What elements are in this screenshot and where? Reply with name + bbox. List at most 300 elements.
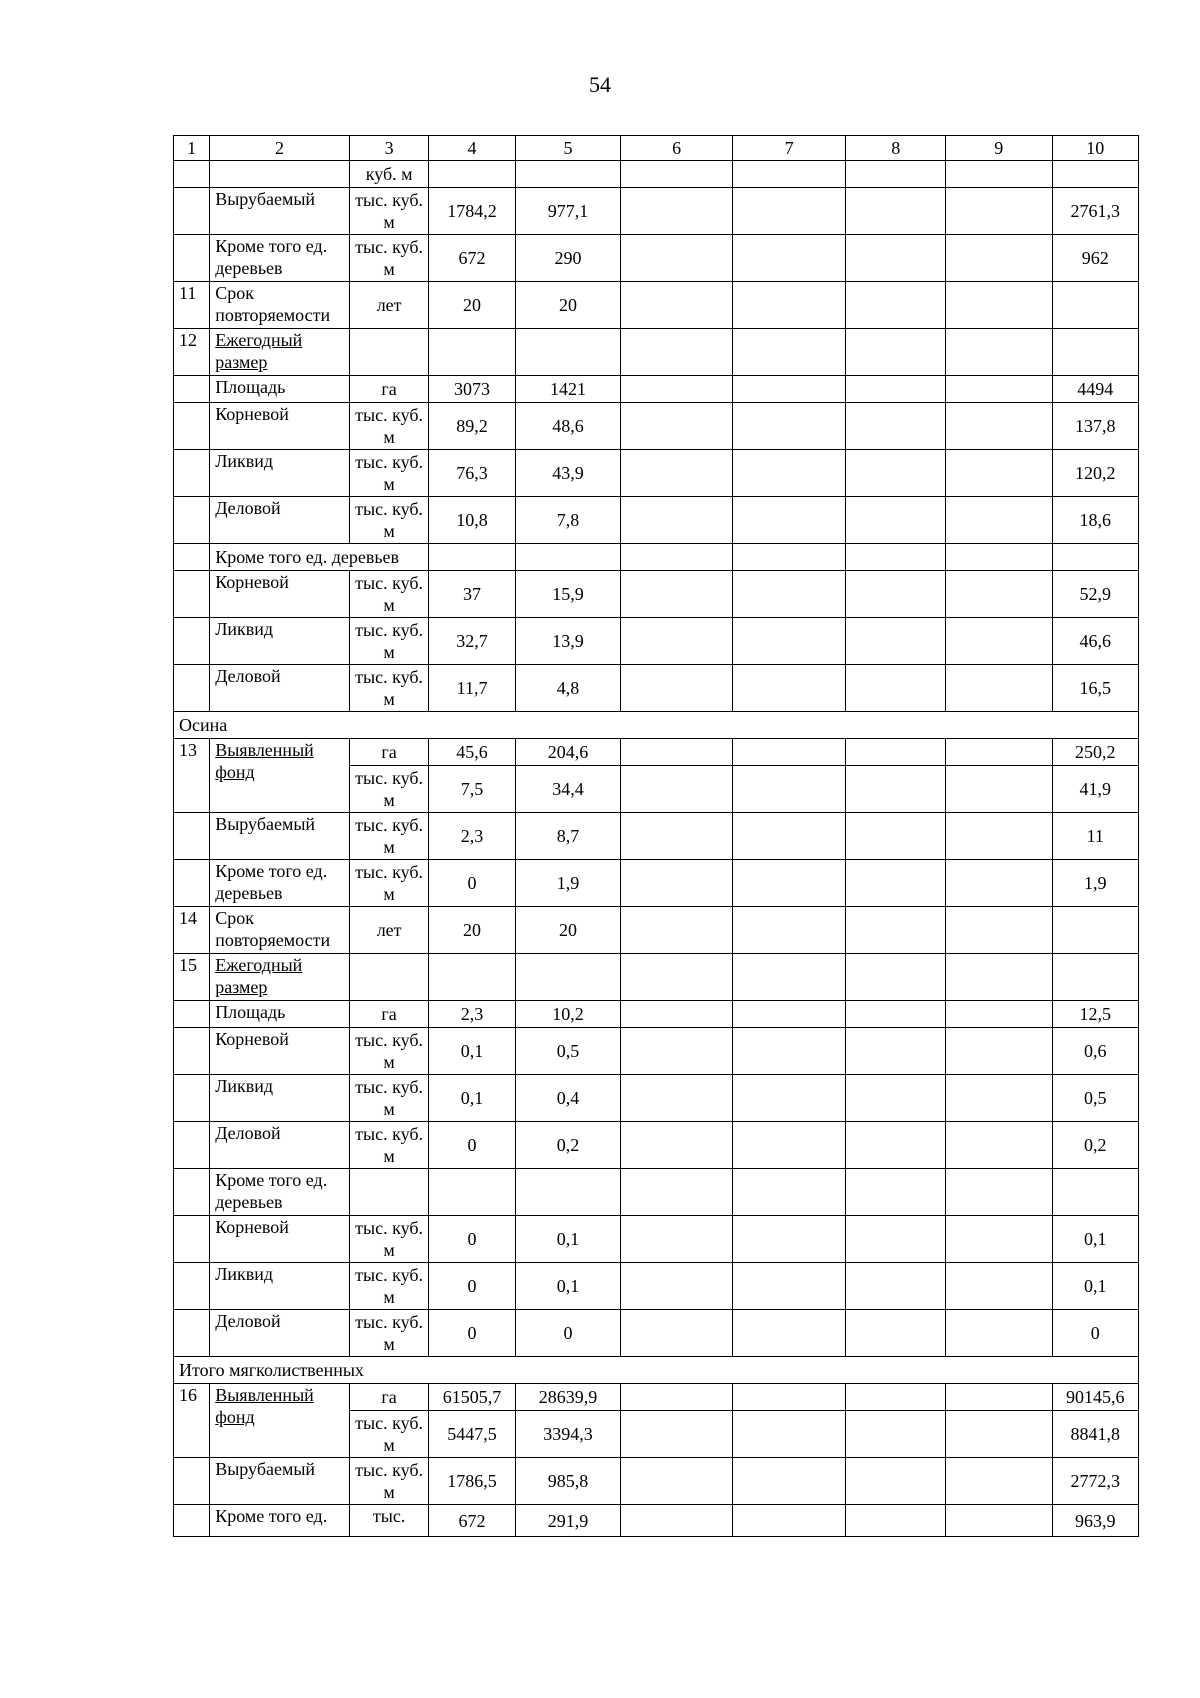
cell-col7 bbox=[732, 1310, 846, 1357]
cell-col7 bbox=[732, 188, 846, 235]
row-number bbox=[174, 403, 210, 450]
cell-col4: 10,8 bbox=[429, 497, 515, 544]
cell-col7 bbox=[732, 813, 846, 860]
table-row bbox=[174, 1505, 1139, 1537]
cell-col10: 962 bbox=[1052, 235, 1138, 282]
row-unit: тыс. куб. м bbox=[349, 813, 428, 860]
row-number bbox=[174, 544, 210, 571]
cell-col8 bbox=[846, 813, 946, 860]
section-row bbox=[174, 712, 1139, 739]
cell-col9 bbox=[945, 1075, 1052, 1122]
cell-col10: 4494 bbox=[1052, 376, 1138, 403]
cell-col6 bbox=[621, 1216, 733, 1263]
cell-col8 bbox=[846, 329, 946, 376]
cell-col6 bbox=[621, 1075, 733, 1122]
table-row bbox=[174, 161, 1139, 188]
row-unit: лет bbox=[349, 282, 428, 329]
cell-col5: 291,9 bbox=[515, 1505, 621, 1537]
cell-col10: 0,2 bbox=[1052, 1122, 1138, 1169]
cell-col5: 977,1 bbox=[515, 188, 621, 235]
cell-col8 bbox=[846, 1458, 946, 1505]
cell-col10: 250,2 bbox=[1052, 739, 1138, 766]
cell-col7 bbox=[732, 954, 846, 1001]
row-unit: тыс. куб. м bbox=[349, 766, 428, 813]
row-number bbox=[174, 860, 210, 907]
cell-col6 bbox=[621, 1169, 733, 1216]
header-cell: 5 bbox=[515, 136, 621, 161]
row-number bbox=[174, 1028, 210, 1075]
cell-col9 bbox=[945, 1169, 1052, 1216]
cell-col5: 15,9 bbox=[515, 571, 621, 618]
cell-col6 bbox=[621, 1411, 733, 1458]
cell-col4: 20 bbox=[429, 907, 515, 954]
row-unit: га bbox=[349, 1384, 428, 1411]
cell-col4: 7,5 bbox=[429, 766, 515, 813]
cell-col6 bbox=[621, 544, 733, 571]
cell-col4: 11,7 bbox=[429, 665, 515, 712]
row-unit bbox=[349, 329, 428, 376]
row-number: 15 bbox=[174, 954, 210, 1001]
cell-col4: 5447,5 bbox=[429, 1411, 515, 1458]
cell-col9 bbox=[945, 403, 1052, 450]
cell-col6 bbox=[621, 1310, 733, 1357]
cell-col9 bbox=[945, 1310, 1052, 1357]
cell-col4 bbox=[429, 544, 515, 571]
cell-col9 bbox=[945, 329, 1052, 376]
cell-col8 bbox=[846, 282, 946, 329]
row-number bbox=[174, 188, 210, 235]
cell-col4: 1786,5 bbox=[429, 1458, 515, 1505]
cell-col7 bbox=[732, 403, 846, 450]
cell-col9 bbox=[945, 1001, 1052, 1028]
cell-col9 bbox=[945, 1028, 1052, 1075]
table-row bbox=[174, 1216, 1139, 1263]
cell-col6 bbox=[621, 1001, 733, 1028]
row-number bbox=[174, 1263, 210, 1310]
cell-col10 bbox=[1052, 329, 1138, 376]
table-row bbox=[174, 813, 1139, 860]
row-unit bbox=[349, 1169, 428, 1216]
row-unit: тыс. куб. м bbox=[349, 571, 428, 618]
cell-col9 bbox=[945, 1122, 1052, 1169]
cell-col5: 0 bbox=[515, 1310, 621, 1357]
cell-col6 bbox=[621, 1028, 733, 1075]
cell-col4: 20 bbox=[429, 282, 515, 329]
row-number bbox=[174, 1216, 210, 1263]
row-unit: тыс. куб. м bbox=[349, 1028, 428, 1075]
cell-col8 bbox=[846, 497, 946, 544]
table-row bbox=[174, 665, 1139, 712]
cell-col8 bbox=[846, 235, 946, 282]
row-unit: тыс. куб. м bbox=[349, 1216, 428, 1263]
cell-col7 bbox=[732, 282, 846, 329]
row-unit: тыс. куб. м bbox=[349, 665, 428, 712]
row-name: Вырубаемый bbox=[210, 188, 350, 235]
row-number bbox=[174, 1075, 210, 1122]
cell-col8 bbox=[846, 1028, 946, 1075]
row-unit: га bbox=[349, 1001, 428, 1028]
table-row bbox=[174, 282, 1139, 329]
cell-col6 bbox=[621, 954, 733, 1001]
row-number: 11 bbox=[174, 282, 210, 329]
cell-col4: 0,1 bbox=[429, 1075, 515, 1122]
table-row bbox=[174, 1310, 1139, 1357]
row-number bbox=[174, 1458, 210, 1505]
table-row bbox=[174, 907, 1139, 954]
row-name: Корневой bbox=[210, 403, 350, 450]
row-name: Выявленный фонд bbox=[210, 739, 350, 813]
cell-col9 bbox=[945, 235, 1052, 282]
table-row bbox=[174, 235, 1139, 282]
cell-col10: 963,9 bbox=[1052, 1505, 1138, 1537]
row-number bbox=[174, 376, 210, 403]
row-name: Площадь bbox=[210, 1001, 350, 1028]
table-row bbox=[174, 376, 1139, 403]
header-cell: 6 bbox=[621, 136, 733, 161]
cell-col5 bbox=[515, 954, 621, 1001]
row-name: Вырубаемый bbox=[210, 1458, 350, 1505]
row-number bbox=[174, 571, 210, 618]
row-number bbox=[174, 1001, 210, 1028]
cell-col5: 0,1 bbox=[515, 1216, 621, 1263]
cell-col7 bbox=[732, 1384, 846, 1411]
cell-col7 bbox=[732, 1263, 846, 1310]
cell-col6 bbox=[621, 450, 733, 497]
table-row bbox=[174, 403, 1139, 450]
cell-col10: 0,5 bbox=[1052, 1075, 1138, 1122]
row-number: 14 bbox=[174, 907, 210, 954]
row-unit: тыс. куб. м bbox=[349, 1075, 428, 1122]
cell-col9 bbox=[945, 813, 1052, 860]
cell-col10: 137,8 bbox=[1052, 403, 1138, 450]
cell-col8 bbox=[846, 1310, 946, 1357]
cell-col7 bbox=[732, 161, 846, 188]
cell-col4 bbox=[429, 329, 515, 376]
header-cell: 2 bbox=[210, 136, 350, 161]
row-unit: тыс. куб. м bbox=[349, 1263, 428, 1310]
row-unit: тыс. куб. м bbox=[349, 618, 428, 665]
row-unit: га bbox=[349, 739, 428, 766]
cell-col10: 0,1 bbox=[1052, 1263, 1138, 1310]
cell-col9 bbox=[945, 1411, 1052, 1458]
cell-col5: 4,8 bbox=[515, 665, 621, 712]
cell-col4: 32,7 bbox=[429, 618, 515, 665]
cell-col9 bbox=[945, 860, 1052, 907]
cell-col8 bbox=[846, 1505, 946, 1537]
cell-col10 bbox=[1052, 161, 1138, 188]
cell-col4: 2,3 bbox=[429, 1001, 515, 1028]
row-number bbox=[174, 1169, 210, 1216]
cell-col7 bbox=[732, 1169, 846, 1216]
row-name: Деловой bbox=[210, 665, 350, 712]
row-number bbox=[174, 235, 210, 282]
row-number bbox=[174, 1505, 210, 1537]
row-unit: тыс. куб. м bbox=[349, 188, 428, 235]
row-unit: куб. м bbox=[349, 161, 428, 188]
cell-col10: 12,5 bbox=[1052, 1001, 1138, 1028]
cell-col9 bbox=[945, 1263, 1052, 1310]
cell-col7 bbox=[732, 907, 846, 954]
row-name: Площадь bbox=[210, 376, 350, 403]
cell-col5: 43,9 bbox=[515, 450, 621, 497]
cell-col4 bbox=[429, 954, 515, 1001]
cell-col5: 13,9 bbox=[515, 618, 621, 665]
cell-col7 bbox=[732, 1411, 846, 1458]
cell-col5: 1,9 bbox=[515, 860, 621, 907]
cell-col6 bbox=[621, 188, 733, 235]
header-cell: 7 bbox=[732, 136, 846, 161]
row-name: Корневой bbox=[210, 1216, 350, 1263]
cell-col9 bbox=[945, 1505, 1052, 1537]
row-name: Срок повторяемости bbox=[210, 282, 350, 329]
cell-col8 bbox=[846, 739, 946, 766]
cell-col7 bbox=[732, 1216, 846, 1263]
row-unit: тыс. bbox=[349, 1505, 428, 1537]
cell-col5: 20 bbox=[515, 282, 621, 329]
cell-col10 bbox=[1052, 907, 1138, 954]
cell-col4: 1784,2 bbox=[429, 188, 515, 235]
cell-col6 bbox=[621, 1458, 733, 1505]
row-unit: тыс. куб. м bbox=[349, 450, 428, 497]
cell-col6 bbox=[621, 1263, 733, 1310]
cell-col8 bbox=[846, 907, 946, 954]
row-unit: лет bbox=[349, 907, 428, 954]
cell-col9 bbox=[945, 450, 1052, 497]
cell-col9 bbox=[945, 1458, 1052, 1505]
row-name: Ликвид bbox=[210, 450, 350, 497]
cell-col4: 45,6 bbox=[429, 739, 515, 766]
table-row bbox=[174, 188, 1139, 235]
row-name: Ликвид bbox=[210, 1263, 350, 1310]
cell-col10 bbox=[1052, 544, 1138, 571]
cell-col6 bbox=[621, 571, 733, 618]
cell-col4: 0 bbox=[429, 1122, 515, 1169]
row-name: Кроме того ед. деревьев bbox=[210, 544, 429, 571]
cell-col10: 2772,3 bbox=[1052, 1458, 1138, 1505]
cell-col8 bbox=[846, 161, 946, 188]
cell-col8 bbox=[846, 1263, 946, 1310]
cell-col8 bbox=[846, 1384, 946, 1411]
cell-col7 bbox=[732, 1122, 846, 1169]
cell-col8 bbox=[846, 403, 946, 450]
cell-col9 bbox=[945, 907, 1052, 954]
cell-col7 bbox=[732, 1001, 846, 1028]
header-cell: 10 bbox=[1052, 136, 1138, 161]
cell-col7 bbox=[732, 665, 846, 712]
row-unit: тыс. куб. м bbox=[349, 1458, 428, 1505]
cell-col9 bbox=[945, 544, 1052, 571]
cell-col10: 120,2 bbox=[1052, 450, 1138, 497]
cell-col6 bbox=[621, 376, 733, 403]
table-row bbox=[174, 954, 1139, 1001]
row-name: Деловой bbox=[210, 1310, 350, 1357]
row-number: 16 bbox=[174, 1384, 210, 1458]
row-unit: га bbox=[349, 376, 428, 403]
cell-col10 bbox=[1052, 1169, 1138, 1216]
row-unit: тыс. куб. м bbox=[349, 235, 428, 282]
cell-col10: 41,9 bbox=[1052, 766, 1138, 813]
cell-col9 bbox=[945, 376, 1052, 403]
cell-col4: 37 bbox=[429, 571, 515, 618]
section-title: Осина bbox=[174, 712, 1139, 739]
cell-col7 bbox=[732, 1505, 846, 1537]
table-row bbox=[174, 1001, 1139, 1028]
cell-col9 bbox=[945, 1384, 1052, 1411]
row-name: Кроме того ед. деревьев bbox=[210, 235, 350, 282]
cell-col8 bbox=[846, 665, 946, 712]
cell-col4: 89,2 bbox=[429, 403, 515, 450]
table-row bbox=[174, 860, 1139, 907]
row-name: Вырубаемый bbox=[210, 813, 350, 860]
cell-col8 bbox=[846, 766, 946, 813]
cell-col6 bbox=[621, 161, 733, 188]
cell-col4: 0 bbox=[429, 1310, 515, 1357]
cell-col5: 7,8 bbox=[515, 497, 621, 544]
cell-col8 bbox=[846, 571, 946, 618]
cell-col10 bbox=[1052, 282, 1138, 329]
cell-col10 bbox=[1052, 954, 1138, 1001]
cell-col5 bbox=[515, 1169, 621, 1216]
cell-col5: 1421 bbox=[515, 376, 621, 403]
cell-col7 bbox=[732, 1075, 846, 1122]
cell-col5: 290 bbox=[515, 235, 621, 282]
row-name: Корневой bbox=[210, 1028, 350, 1075]
cell-col6 bbox=[621, 329, 733, 376]
cell-col7 bbox=[732, 860, 846, 907]
cell-col6 bbox=[621, 860, 733, 907]
row-name: Деловой bbox=[210, 497, 350, 544]
cell-col5: 10,2 bbox=[515, 1001, 621, 1028]
header-cell: 9 bbox=[945, 136, 1052, 161]
cell-col6 bbox=[621, 813, 733, 860]
cell-col5: 3394,3 bbox=[515, 1411, 621, 1458]
cell-col5: 48,6 bbox=[515, 403, 621, 450]
cell-col10: 0,6 bbox=[1052, 1028, 1138, 1075]
cell-col8 bbox=[846, 1216, 946, 1263]
cell-col10: 18,6 bbox=[1052, 497, 1138, 544]
cell-col4: 76,3 bbox=[429, 450, 515, 497]
cell-col10: 2761,3 bbox=[1052, 188, 1138, 235]
cell-col9 bbox=[945, 766, 1052, 813]
cell-col8 bbox=[846, 1001, 946, 1028]
cell-col7 bbox=[732, 739, 846, 766]
cell-col5: 20 bbox=[515, 907, 621, 954]
row-name: Кроме того ед. деревьев bbox=[210, 1169, 350, 1216]
cell-col10: 52,9 bbox=[1052, 571, 1138, 618]
cell-col9 bbox=[945, 618, 1052, 665]
table-row bbox=[174, 1169, 1139, 1216]
cell-col4 bbox=[429, 161, 515, 188]
row-unit bbox=[349, 954, 428, 1001]
cell-col6 bbox=[621, 739, 733, 766]
row-name bbox=[210, 161, 350, 188]
cell-col5: 0,1 bbox=[515, 1263, 621, 1310]
cell-col9 bbox=[945, 739, 1052, 766]
table-row bbox=[174, 739, 1139, 766]
cell-col8 bbox=[846, 860, 946, 907]
cell-col8 bbox=[846, 954, 946, 1001]
row-unit: тыс. куб. м bbox=[349, 403, 428, 450]
table-row bbox=[174, 450, 1139, 497]
cell-col4: 61505,7 bbox=[429, 1384, 515, 1411]
table-header-row bbox=[174, 136, 1139, 161]
cell-col5: 8,7 bbox=[515, 813, 621, 860]
cell-col7 bbox=[732, 618, 846, 665]
cell-col10: 0 bbox=[1052, 1310, 1138, 1357]
cell-col8 bbox=[846, 1075, 946, 1122]
cell-col6 bbox=[621, 497, 733, 544]
cell-col9 bbox=[945, 954, 1052, 1001]
row-unit: тыс. куб. м bbox=[349, 860, 428, 907]
cell-col6 bbox=[621, 282, 733, 329]
row-number bbox=[174, 1122, 210, 1169]
table-row bbox=[174, 1263, 1139, 1310]
cell-col4 bbox=[429, 1169, 515, 1216]
cell-col5: 985,8 bbox=[515, 1458, 621, 1505]
row-name: Ежегодный размер bbox=[210, 954, 350, 1001]
table-row bbox=[174, 1458, 1139, 1505]
cell-col6 bbox=[621, 1505, 733, 1537]
cell-col8 bbox=[846, 1411, 946, 1458]
header-cell: 4 bbox=[429, 136, 515, 161]
row-number bbox=[174, 665, 210, 712]
cell-col5: 204,6 bbox=[515, 739, 621, 766]
cell-col5 bbox=[515, 329, 621, 376]
row-name: Кроме того ед. деревьев bbox=[210, 860, 350, 907]
cell-col10: 8841,8 bbox=[1052, 1411, 1138, 1458]
cell-col8 bbox=[846, 376, 946, 403]
row-name: Срок повторяемости bbox=[210, 907, 350, 954]
row-number bbox=[174, 450, 210, 497]
row-name: Деловой bbox=[210, 1122, 350, 1169]
cell-col5 bbox=[515, 544, 621, 571]
cell-col4: 672 bbox=[429, 1505, 515, 1537]
cell-col7 bbox=[732, 329, 846, 376]
row-unit: тыс. куб. м bbox=[349, 1310, 428, 1357]
cell-col5: 0,4 bbox=[515, 1075, 621, 1122]
row-unit: тыс. куб. м bbox=[349, 497, 428, 544]
cell-col9 bbox=[945, 1216, 1052, 1263]
cell-col8 bbox=[846, 1122, 946, 1169]
table-row bbox=[174, 1384, 1139, 1411]
cell-col4: 0,1 bbox=[429, 1028, 515, 1075]
cell-col7 bbox=[732, 1028, 846, 1075]
row-unit: тыс. куб. м bbox=[349, 1122, 428, 1169]
row-name: Корневой bbox=[210, 571, 350, 618]
header-cell: 1 bbox=[174, 136, 210, 161]
row-name: Ликвид bbox=[210, 1075, 350, 1122]
cell-col9 bbox=[945, 497, 1052, 544]
cell-col9 bbox=[945, 188, 1052, 235]
row-number: 12 bbox=[174, 329, 210, 376]
row-number bbox=[174, 1310, 210, 1357]
cell-col6 bbox=[621, 1384, 733, 1411]
cell-col7 bbox=[732, 497, 846, 544]
row-name: Ежегодный размер bbox=[210, 329, 350, 376]
cell-col7 bbox=[732, 1458, 846, 1505]
forest-fund-table bbox=[173, 135, 1139, 1537]
cell-col5: 34,4 bbox=[515, 766, 621, 813]
page-number: 54 bbox=[589, 72, 611, 97]
table-row bbox=[174, 1122, 1139, 1169]
section-title: Итого мягколиственных bbox=[174, 1357, 1139, 1384]
table-row bbox=[174, 1028, 1139, 1075]
cell-col5: 0,5 bbox=[515, 1028, 621, 1075]
cell-col7 bbox=[732, 544, 846, 571]
cell-col6 bbox=[621, 403, 733, 450]
cell-col10: 0,1 bbox=[1052, 1216, 1138, 1263]
cell-col8 bbox=[846, 450, 946, 497]
